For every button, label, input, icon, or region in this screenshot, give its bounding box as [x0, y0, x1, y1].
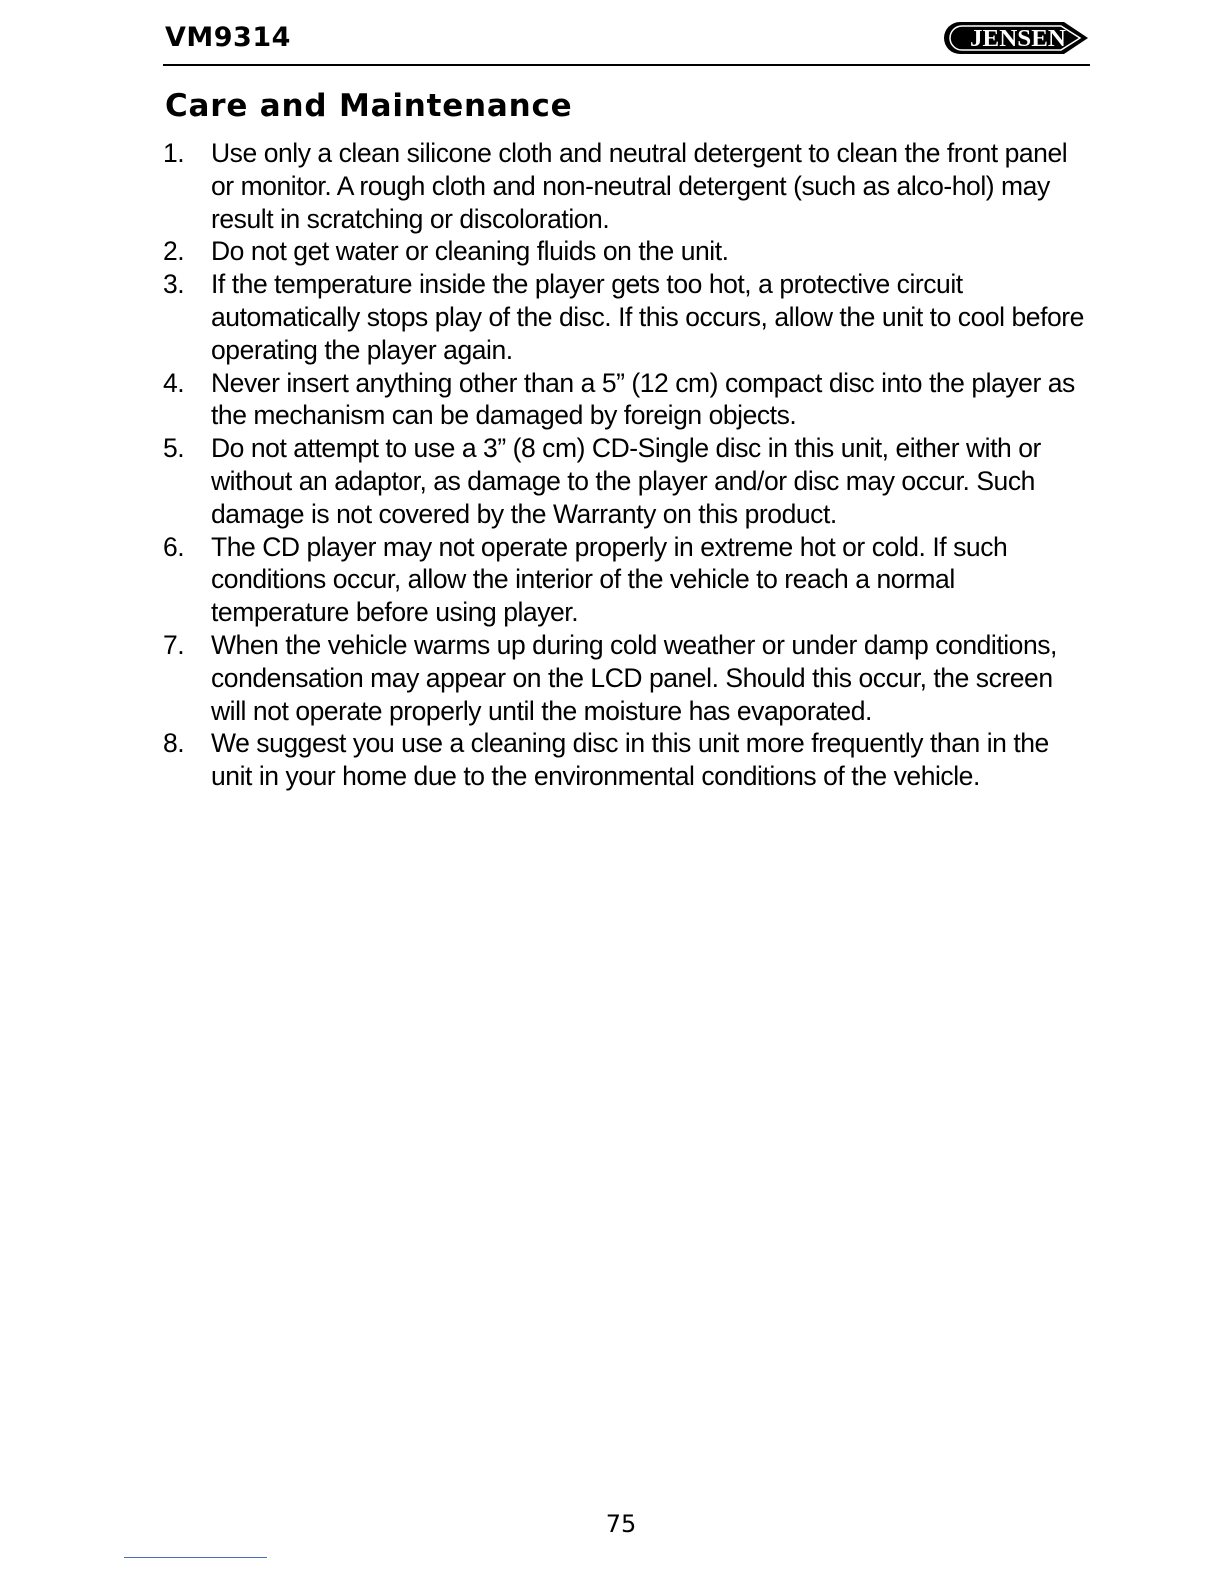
list-item-text: We suggest you use a cleaning disc in this unit more frequently than in the unit in your home due to the environmental conditions of the vehicle. — [211, 728, 1049, 792]
list-item-text: Do not get water or cleaning fluids on the unit. — [211, 236, 729, 267]
list-item-text: Never insert anything other than a 5” (12 cm) compact disc into the player as the mechanism can be damaged by foreign objects. — [211, 367, 1075, 431]
list-item-text: The CD player may not operate properly in extreme hot or cold. If such conditions occur, allow the interior of the vehicle to reach a normal temperature before using player. — [211, 531, 1008, 628]
list-item-number: 6. — [163, 531, 185, 562]
list-item-number: 4. — [163, 367, 185, 398]
header-divider — [163, 64, 1090, 66]
care-list — [163, 137, 1093, 793]
list-item — [163, 432, 1093, 530]
list-item-number: 3. — [163, 269, 185, 300]
list-item — [163, 268, 1093, 366]
list-item-number: 8. — [163, 728, 185, 759]
list-item-text: When the vehicle warms up during cold weather or under damp conditions, condensation may appear on the LCD panel. Should this occur, the screen will not operate properly until the moisture has evaporated. — [211, 629, 1057, 726]
brand-logo-text: JENSEN — [970, 26, 1067, 52]
model-number: VM9314 — [165, 22, 291, 53]
list-item — [163, 367, 1093, 433]
list-item-number: 5. — [163, 433, 185, 464]
list-item-number: 7. — [163, 629, 185, 660]
list-item — [163, 137, 1093, 235]
list-item — [163, 531, 1093, 629]
list-item-text: Do not attempt to use a 3” (8 cm) CD-Single disc in this unit, either with or without an adaptor, as damage to the player and/or disc may occur. Such damage is not covered by the Warranty on this product. — [211, 433, 1041, 529]
list-item-text: Use only a clean silicone cloth and neutral detergent to clean the front panel or monitor. A rough cloth and non-neutral detergent (such as alco-hol) may result in scratching or discoloration. — [211, 138, 1068, 234]
page-number: 75 — [605, 1510, 637, 1538]
page-header — [163, 14, 1090, 64]
jensen-logo-icon — [942, 20, 1090, 56]
page-title: Care and Maintenance — [165, 88, 573, 124]
list-item-number: 2. — [163, 236, 185, 267]
list-item-number: 1. — [163, 138, 185, 168]
list-item — [163, 727, 1093, 793]
list-item — [163, 235, 1093, 268]
footer-link-underline — [124, 1557, 267, 1558]
list-item — [163, 629, 1093, 727]
list-item-text: If the temperature inside the player gets too hot, a protective circuit automatically stops play of the disc. If this occurs, allow the unit to cool before operating the player again. — [211, 269, 1084, 365]
